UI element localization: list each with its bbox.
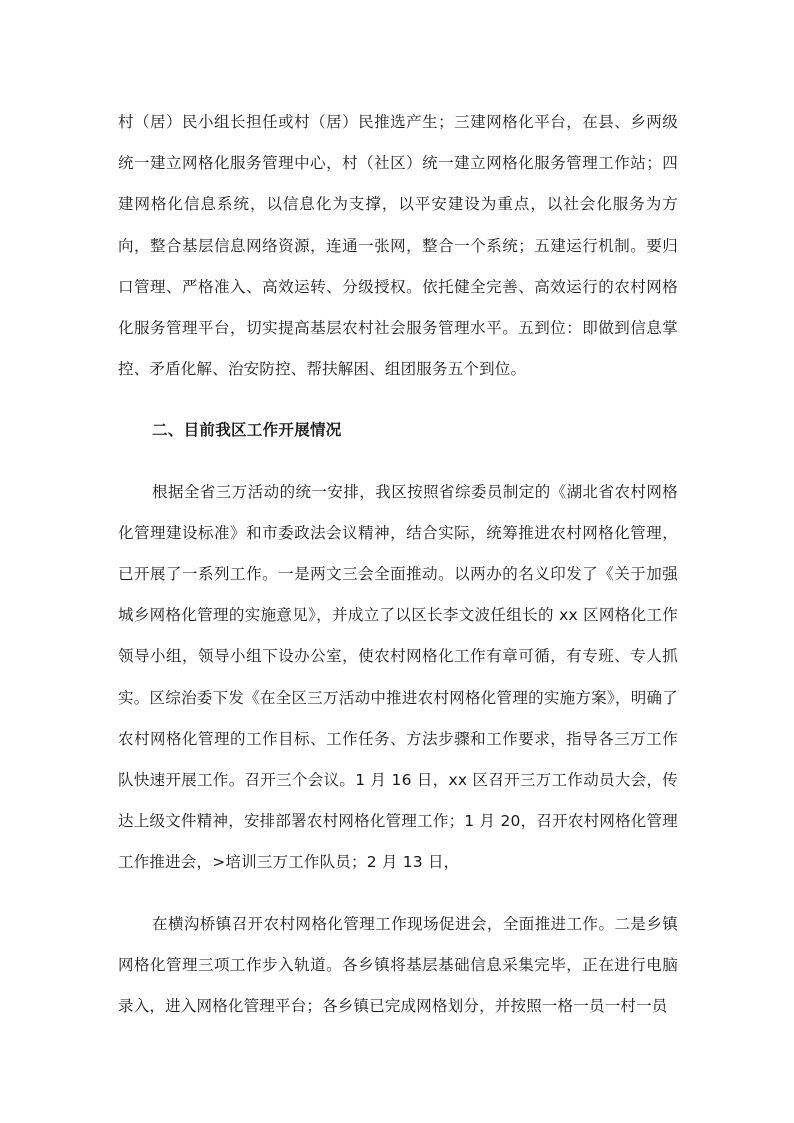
document-body (118, 102, 678, 1027)
section-heading: 二、目前我区工作开展情况 (152, 421, 342, 440)
paragraph-continuation: 村（居）民小组长担任或村（居）民推选产生；三建网格化平台，在县、乡两级统一建立网格化服务管理中心，村（社区）统一建立网格化服务管理工作站；四建网格化信息系统，以信息化为支撑，以平安建设为重点，以社会化服务为方向，整合基层信息网络资源，连通一张网，整合一个系统；五建运行机制。要归口管理、严格准入、高效运转、分级授权。依托健全完善、高效运行的农村网格化服务管理平台，切实提高基层农村社会服务管理水平。五到位：即做到信息掌控、矛盾化解、治安防控、帮扶解困、组团服务五个到位。 (118, 113, 678, 379)
paragraph-spacer (118, 452, 678, 472)
paragraph-spacer (118, 390, 678, 410)
paragraph-work-progress: 根据全省三万活动的统一安排，我区按照省综委员制定的《湖北省农村网格化管理建设标准》和市委政法会议精神，结合实际，统筹推进农村网格化管理，已开展了一系列工作。一是两文三会全面推动。以两办的名义印发了《关于加强城乡网格化管理的实施意见》，并成立了以区长李文波任组长的 xx 区网格化工作领导小组，领导小组下设办公室，使农村网格化工作有章可循，有专班、专人抓实。区综治委下发《在全区三万活动中推进农村网格化管理的实施方案》，明确了农村网格化管理的工作目标、工作任务、方法步骤和工作要求，指导各三万工作队快速开展工作。召开三个会议。1 月 16 日，xx 区召开三万工作动员大会，传达上级文件精神，安排部署农村网格化管理工作；1 月 20，召开农村网格化管理工作推进会，>培训三万工作队员；2 月 13 日， (118, 482, 678, 872)
paragraph-township-work: 在横沟桥镇召开农村网格化管理工作现场促进会，全面推进工作。二是乡镇网格化管理三项工作步入轨道。各乡镇将基层基础信息采集完毕，正在进行电脑录入，进入网格化管理平台；各乡镇已完成网格划分，并按照一格一员一村一员 (118, 914, 678, 1016)
paragraph-spacer (118, 884, 678, 904)
